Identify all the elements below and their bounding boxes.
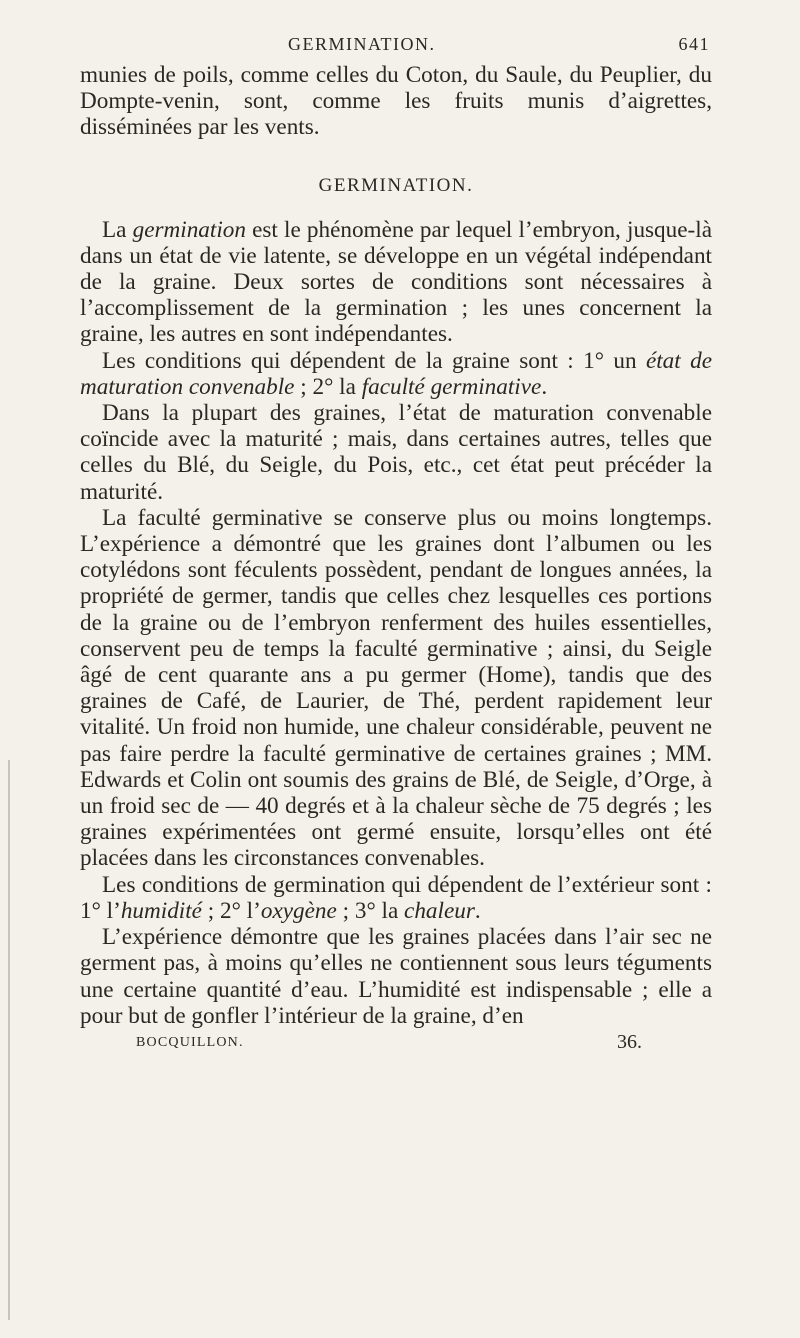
term-germination: germination xyxy=(132,216,246,243)
paragraph-seed-conditions xyxy=(80,348,712,400)
book-page xyxy=(80,34,712,1057)
paragraph-faculty: La faculté germinative se conserve plus ou moins longtemps. L’expérience a démontré que les graines dont l’albumen ou les cotylédons sont féculents possèdent, pendant de longues années, la propriété de germer, tandis que celles chez lesquelles ces portions de la graine ou de l’embryon renferment des huiles essentielles, conservent peu de temps la faculté germinative ; ainsi, du Seigle âgé de cent quarante ans a pu germer (Home), tandis que des graines de Café, de Laurier, de Thé, perdent rapidement leur vitalité. Un froid non humide, une chaleur considérable, peuvent ne pas faire perdre la faculté germinative de certaines graines ; MM. Edwards et Colin ont soumis des grains de Blé, de Seigle, d’Orge, à un froid sec de — 40 degrés et à la chaleur sèche de 75 degrés ; les graines expérimentées ont germé ensuite, lorsqu’elles ont été placées dans les circonstances convenables. xyxy=(80,504,712,872)
term-maturation: état de maturation convenable xyxy=(80,347,712,400)
page-edge-shadow xyxy=(8,760,10,1320)
signature-mark: BOCQUILLON. xyxy=(136,1034,244,1050)
sheet-number: 36. xyxy=(617,1030,642,1053)
text-run: La xyxy=(102,216,133,243)
term-humidite: humidité xyxy=(120,897,202,924)
text-run: ; 3° la xyxy=(336,897,405,924)
text-run: Les conditions de germination qui dépendent de l’extérieur sont : 1° l’ xyxy=(80,871,712,924)
running-head xyxy=(80,34,712,62)
paragraph-definition xyxy=(80,217,712,348)
paragraph-maturation: Dans la plupart des graines, l’état de maturation convenable coïncide avec la maturité ; mais, dans certaines autres, telles que celles du Blé, du Seigle, du Pois, etc., cet état peut précéder la maturité. xyxy=(80,400,712,505)
text-run: Les conditions qui dépendent de la graine sont : 1° un xyxy=(102,347,646,374)
page-number: 641 xyxy=(678,34,710,54)
section-title: GERMINATION. xyxy=(318,174,474,196)
paragraph-humidity: L’expérience démontre que les graines placées dans l’air sec ne germent pas, à moins qu’elles ne contiennent sous leurs téguments une certaine quantité d’eau. L’humidité est indispensable ; elle a pour but de gonfler l’intérieur de la graine, d’en xyxy=(80,924,712,1029)
text-run: . xyxy=(474,897,481,924)
text-run: ; 2° l’ xyxy=(201,897,261,924)
intro-paragraph: munies de poils, comme celles du Coton, du Saule, du Peuplier, du Dompte-venin, sont, comme les fruits munis d’aigrettes, disséminées par les vents. xyxy=(80,62,712,141)
paragraph-external-conditions xyxy=(80,872,712,924)
page-footer xyxy=(80,1031,712,1057)
term-chaleur: chaleur xyxy=(404,897,475,924)
term-oxygene: oxygène xyxy=(260,897,337,924)
text-run: ; 2° la xyxy=(294,373,362,400)
running-title: GERMINATION. xyxy=(288,34,436,54)
text-run: est le phénomène par lequel l’embryon, jusque-là dans un état de vie latente, se développe en un végétal indépendant de la graine. Deux sortes de conditions sont nécessaires à l’accomplissement de la germination ; les unes concernent la graine, les autres en sont indépendantes. xyxy=(80,216,712,348)
term-faculte: faculté germinative xyxy=(361,373,542,400)
text-run: . xyxy=(541,373,548,400)
